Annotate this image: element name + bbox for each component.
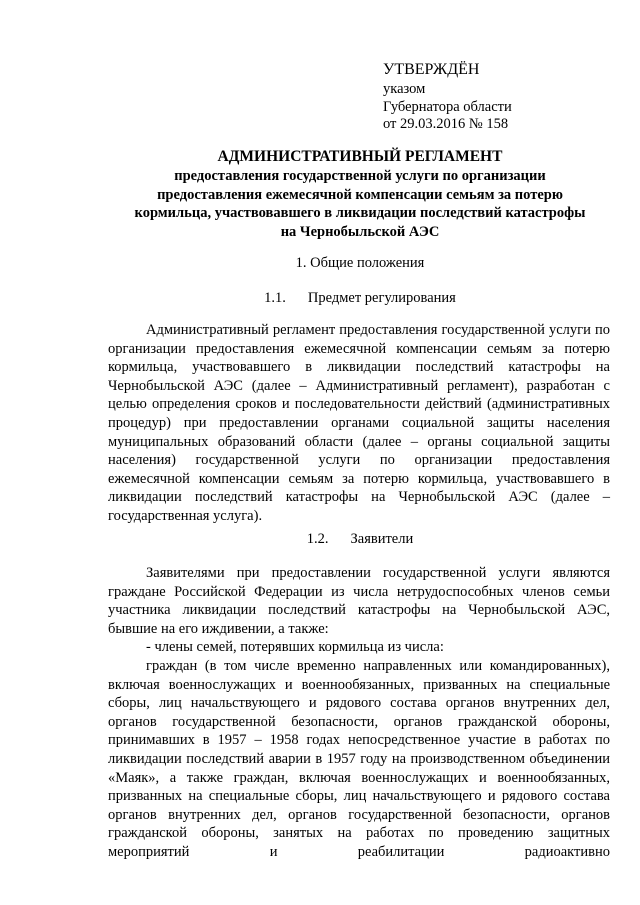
document-title-main: АДМИНИСТРАТИВНЫЙ РЕГЛАМЕНТ <box>217 148 503 165</box>
approval-stamp-block <box>383 60 512 134</box>
subsection-heading-1-1 <box>100 289 620 307</box>
approval-stamp: УТВЕРЖДЁН <box>383 61 480 78</box>
paragraph-text: Заявителями при предоставлении государственной услуги являются граждане Российской Федерации из числа нетрудоспособных членов семьи участника ликвидации последствий катастрофы на Чернобыльской АЭС, бывшие на его иждивении, а также: <box>108 565 610 637</box>
paragraph-applicants <box>108 564 610 862</box>
subsection-number: 1.2. <box>306 531 329 547</box>
subsection-number: 1.1. <box>264 290 286 306</box>
document-title-line-4: на Чернобыльской АЭС <box>280 223 440 240</box>
subsection-title: Предмет регулирования <box>307 290 456 306</box>
approval-line-2: Губернатора области <box>383 98 512 115</box>
approval-line-3: от 29.03.2016 № 158 <box>383 116 509 132</box>
subsection-title: Заявители <box>350 531 414 547</box>
section-heading: 1. Общие положения <box>295 255 425 271</box>
document-title <box>100 147 620 241</box>
approval-line-1: указом <box>383 81 426 97</box>
paragraph-text: Административный регламент предоставления государственной услуги по организации предоставления ежемесячной компенсации семьям за потерю кормильца, участвовавшего в ликвидации последствий катастрофы на Чернобыльской АЭС (далее – Административный регламент), разработан с целью определения сроков и последовательности действий (административных процедур) при предоставлении органами социальной защиты населения муниципальных образований области (далее – органы социальной защиты населения) государственной услуги по организации предоставления ежемесячной компенсации семьям за потерю кормильца, участвовавшего в ликвидации последствий катастрофы на Чернобыльской АЭС (далее – государственная услуга). <box>108 322 610 524</box>
subsection-heading-1-2 <box>100 530 620 548</box>
document-title-line-2: предоставления ежемесячной компенсации семьям за потерю <box>157 186 563 203</box>
paragraph-text: - члены семей, потерявших кормильца из числа: <box>146 639 444 656</box>
document-title-line-3: кормильца, участвовавшего в ликвидации последствий катастрофы <box>134 205 586 221</box>
paragraph-subject <box>108 321 610 526</box>
paragraph-text: граждан (в том числе временно направленных или командированных), включая военнослужащих и военнообязанных, призванных на специальные сборы, лиц начальствующего и рядового состава органов внутренних дел, органов государственной безопасности, органов гражданской обороны, принимавших в 1957 – 1958 годах непосредственное участие в работах по ликвидации последствий аварии в 1957 году на производственном объединении «Маяк», а также граждан, включая военнослужащих и военнообязанных, призванных на специальные сборы, лиц начальствующего и рядового состава органов внутренних дел, органов государственной безопасности, органов гражданской обороны, занятых на работах по проведению защитных мероприятий и реабилитации радиоактивно <box>108 657 610 860</box>
document-title-line-1: предоставления государственной услуги по организации <box>174 168 546 184</box>
